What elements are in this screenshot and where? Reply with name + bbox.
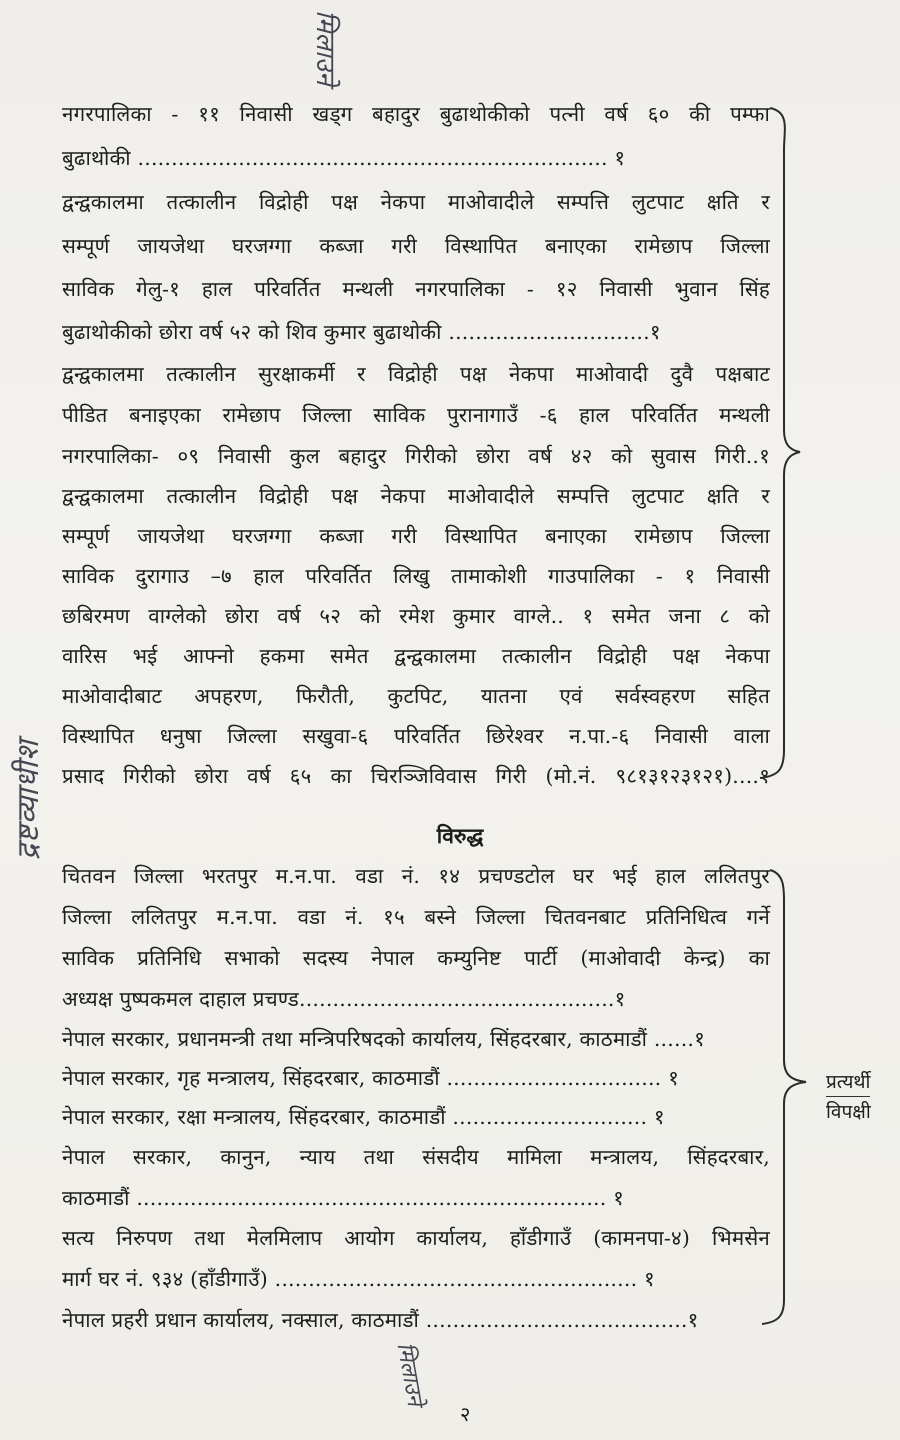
handwritten-signature-left: द्रष्टव्याधीश xyxy=(11,739,46,860)
petitioner-line: बुढाथोकी ...................................................................... १ xyxy=(62,146,626,170)
petitioner-line: साविक दुरागाउ –७ हाल परिवर्तित लिखु तामाकोशी गाउपालिका - १ निवासी xyxy=(62,564,770,588)
petitioner-line: सम्पूर्ण जायजेथा घरजग्गा कब्जा गरी विस्थापित बनाएका रामेछाप जिल्ला xyxy=(62,524,770,548)
section-heading-versus: विरुद्ध xyxy=(436,823,484,848)
respondent-line: साविक प्रतिनिधि सभाको सदस्य नेपाल कम्युनिष्ट पार्टी (माओवादी केन्द्र) का xyxy=(62,946,770,970)
respondent-line: नेपाल सरकार, गृह मन्त्रालय, सिंहदरबार, काठमाडौं ................................ १ xyxy=(62,1066,679,1090)
respondent-line: नेपाल सरकार, कानुन, न्याय तथा संसदीय मामिला मन्त्रालय, सिंहदरबार, xyxy=(62,1145,770,1169)
petitioner-line: सम्पूर्ण जायजेथा घरजग्गा कब्जा गरी विस्थापित बनाएका रामेछाप जिल्ला xyxy=(62,234,770,258)
page-number: २ xyxy=(460,1402,471,1426)
handwritten-note-bottom: मिलाउने xyxy=(391,1340,428,1408)
petitioner-line: द्वन्द्वकालमा तत्कालीन विद्रोही पक्ष नेकपा माओवादीले सम्पत्ति लुटपाट क्षति र xyxy=(62,190,770,214)
respondent-line: मार्ग घर नं. ९३४ (हाँडीगाउँ) ...................................................... १ xyxy=(62,1267,655,1291)
petitioner-line: प्रसाद गिरीको छोरा वर्ष ६५ का चिरञ्जिविवास गिरी (मो.नं. ९८१३१२३१२१)....१ xyxy=(62,764,770,788)
petitioner-line: द्वन्द्वकालमा तत्कालीन सुरक्षाकर्मी र विद्रोही पक्ष नेकपा माओवादी दुवै पक्षबाट xyxy=(62,362,770,386)
respondent-label: प्रत्यर्थी xyxy=(826,1068,870,1097)
petitioner-line: नगरपालिका - ११ निवासी खड्ग बहादुर बुढाथोकीको पत्नी वर्ष ६० की पम्फा xyxy=(62,102,770,126)
petitioner-line: माओवादीबाट अपहरण, फिरौती, कुटपिट, यातना एवं सर्वस्वहरण सहित xyxy=(62,684,770,708)
respondent-line: जिल्ला ललितपुर म.न.पा. वडा नं. १५ बस्ने जिल्ला चितवनबाट प्रतिनिधित्व गर्ने xyxy=(62,905,770,929)
petitioner-line: बुढाथोकीको छोरा वर्ष ५२ को शिव कुमार बुढाथोकी ..............................१ xyxy=(62,320,661,344)
petitioner-line: साविक गेलु-१ हाल परिवर्तित मन्थली नगरपालिका - १२ निवासी भुवान सिंह xyxy=(62,277,770,301)
respondent-line: नेपाल सरकार, प्रधानमन्त्री तथा मन्त्रिपरिषदको कार्यालय, सिंहदरबार, काठमाडौं ......१ xyxy=(62,1027,705,1051)
respondent-line: चितवन जिल्ला भरतपुर म.न.पा. वडा नं. १४ प्रचण्डटोल घर भई हाल ललितपुर xyxy=(62,864,770,888)
handwritten-note-top: मिलाउने xyxy=(310,10,340,86)
respondent-line: काठमाडौं ...................................................................... १ xyxy=(62,1186,625,1210)
petitioner-line: छबिरमण वाग्लेको छोरा वर्ष ५२ को रमेश कुमार वाग्ले.. १ समेत जना ८ को xyxy=(62,604,770,628)
respondent-line: सत्य निरुपण तथा मेलमिलाप आयोग कार्यालय, हाँडीगाउँ (कामनपा-४) भिमसेन xyxy=(62,1226,770,1250)
petitioner-line: द्वन्द्वकालमा तत्कालीन विद्रोही पक्ष नेकपा माओवादीले सम्पत्ति लुटपाट क्षति र xyxy=(62,484,770,508)
respondent-line: नेपाल सरकार, रक्षा मन्त्रालय, सिंहदरबार, काठमाडौं ............................. १ xyxy=(62,1105,665,1129)
petitioner-line: वारिस भई आफ्नो हकमा समेत द्वन्द्वकालमा तत्कालीन विद्रोही पक्ष नेकपा xyxy=(62,644,770,668)
petitioner-line: विस्थापित धनुषा जिल्ला सखुवा-६ परिवर्तित छिरेश्वर न.पा.-६ निवासी वाला xyxy=(62,724,770,748)
opponent-label: विपक्षी xyxy=(826,1101,871,1123)
respondent-line: अध्यक्ष पुष्पकमल दाहाल प्रचण्ड...............................................१ xyxy=(62,987,626,1011)
respondent-line: नेपाल प्रहरी प्रधान कार्यालय, नक्साल, काठमाडौं .......................................१ xyxy=(62,1308,699,1332)
petitioner-line: पीडित बनाइएका रामेछाप जिल्ला साविक पुरानागाउँ -६ हाल परिवर्तित मन्थली xyxy=(62,403,770,427)
petitioner-line: नगरपालिका- ०९ निवासी कुल बहादुर गिरीको छोरा वर्ष ४२ को सुवास गिरी..१ xyxy=(62,444,770,468)
